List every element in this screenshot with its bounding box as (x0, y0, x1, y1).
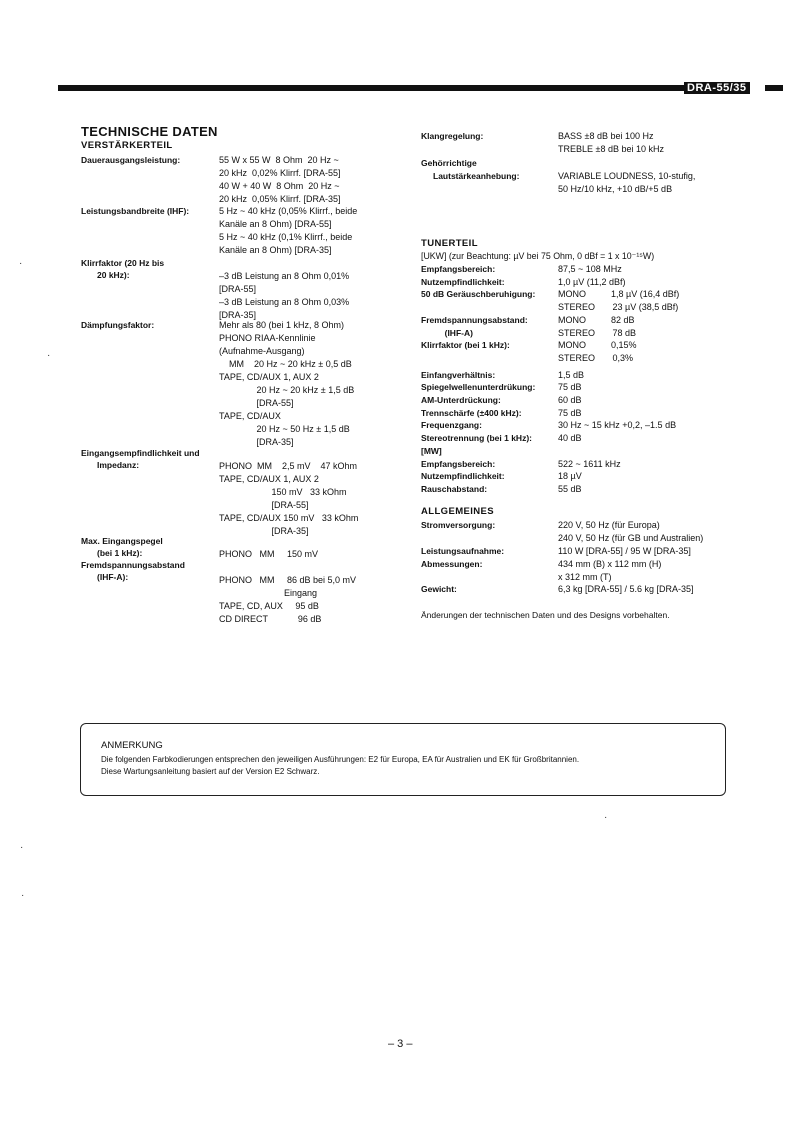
model-title: DRA-55/35 (684, 82, 750, 94)
spec-label: Leistungsbandbreite (IHF): (81, 206, 190, 216)
spec-value-line: PHONO MM 86 dB bei 5,0 mV (219, 575, 357, 585)
anmerkung-line-2: Diese Wartungsanleitung basiert auf der Version E2 Schwarz. (101, 767, 320, 776)
tuner-value: MONO 1,8 µV (16,4 dBf) (558, 289, 680, 300)
klangregelung-line-2: TREBLE ±8 dB bei 10 kHz (558, 144, 664, 154)
spec-label-cont: (IHF-A): (97, 572, 129, 582)
tuner-value: 18 µV (558, 471, 582, 482)
anmerkung-text (101, 754, 579, 778)
spec-value-line: 5 Hz ~ 40 kHz (0,1% Klirrf., beide (219, 232, 353, 242)
general-value: 6,3 kg [DRA-55] / 5.6 kg [DRA-35] (558, 584, 694, 594)
klangregelung-label: Klangregelung: (421, 131, 484, 141)
lautstaerke-label: Lautstärkeanhebung: (433, 171, 520, 181)
spec-label-cont: 20 kHz): (97, 270, 130, 280)
margin-speck: · (21, 890, 25, 901)
spec-label: Klirrfaktor (20 Hz bis (81, 258, 165, 268)
margin-speck: · (19, 258, 23, 269)
tuner-label: AM-Unterdrückung: (421, 395, 501, 405)
tuner-label: Empfangsbereich: (421, 264, 496, 274)
spec-label: Dämpfungsfaktor: (81, 320, 155, 330)
tuner-value: 87,5 ~ 108 MHz (558, 264, 622, 274)
spec-value-line: TAPE, CD/AUX 150 mV 33 kOhm (219, 513, 359, 523)
spec-value-line: [DRA-55] (219, 500, 309, 510)
anmerkung-title: ANMERKUNG (101, 740, 163, 751)
page-title: TECHNISCHE DATEN (81, 124, 218, 139)
tuner-value: 30 Hz ~ 15 kHz +0,2, –1.5 dB (558, 420, 677, 431)
spec-value-line: Eingang (219, 588, 318, 598)
spec-value-line: Mehr als 80 (bei 1 kHz, 8 Ohm) (219, 320, 345, 330)
spec-label: Fremdspannungsabstand (81, 560, 185, 570)
tuner-value: MONO 82 dB (558, 314, 635, 325)
tuner-label: Rauschabstand: (421, 483, 488, 494)
anmerkung-line-1: Die folgenden Farbkodierungen entsprechen den jeweiligen Ausführungen: E2 für Europa, EA für Australien und EK für Großbritannien. (101, 755, 580, 764)
general-value: 240 V, 50 Hz (für GB und Australien) (558, 532, 704, 543)
tuner-label: Frequenzgang: (421, 420, 482, 431)
margin-speck: · (47, 350, 51, 361)
spec-value-line: Kanäle an 8 Ohm) [DRA-35] (219, 245, 332, 255)
spec-value-line: [DRA-35] (219, 437, 294, 447)
spec-value-line: PHONO MM 2,5 mV 47 kOhm (219, 461, 358, 471)
spec-value-line: (Aufnahme-Ausgang) (219, 346, 305, 356)
spec-value-line: TAPE, CD/AUX 1, AUX 2 (219, 372, 319, 382)
tuner-label: Nutzempfindlichkeit: (421, 471, 505, 482)
spec-value-line: 20 Hz ~ 20 kHz ± 1,5 dB (219, 385, 355, 395)
tuner-value: 1,0 µV (11,2 dBf) (558, 276, 626, 287)
tuner-label: Fremdspannungsabstand: (421, 314, 528, 325)
general-value: 110 W [DRA-55] / 95 W [DRA-35] (558, 546, 691, 556)
anmerkung-box (80, 723, 726, 796)
footer-note: Änderungen der technischen Daten und des Designs vorbehalten. (421, 610, 670, 620)
page-number: – 3 – (388, 1038, 413, 1050)
spec-value-line: –3 dB Leistung an 8 Ohm 0,03% (219, 297, 350, 307)
spec-value-line: [DRA-55] (219, 398, 294, 408)
spec-value-line: 150 mV 33 kOhm (219, 487, 347, 497)
spec-value-line: 55 W x 55 W 8 Ohm 20 Hz ~ (219, 155, 339, 165)
spec-value-line: 20 kHz 0,02% Klirrf. [DRA-55] (219, 168, 341, 178)
spec-value-line: [DRA-55] (219, 284, 257, 294)
spec-value-line: 20 Hz ~ 50 Hz ± 1,5 dB (219, 424, 350, 434)
tuner-value: 1,5 dB (558, 369, 585, 380)
spec-value-line: TAPE, CD, AUX 95 dB (219, 601, 319, 611)
tuner-label: [MW] (421, 445, 442, 456)
tuner-label: Stereotrennung (bei 1 kHz): (421, 433, 532, 444)
spec-label: Dauerausgangsleistung: (81, 155, 181, 165)
margin-speck: · (604, 812, 608, 823)
tuner-label: Einfangverhältnis: (421, 369, 496, 380)
spec-value-line: PHONO RIAA-Kennlinie (219, 333, 316, 343)
gehoer-line-1: VARIABLE LOUDNESS, 10-stufig, (558, 171, 696, 181)
tuner-value: STEREO 0,3% (558, 352, 634, 363)
spec-value-line: 40 W + 40 W 8 Ohm 20 Hz ~ (219, 181, 340, 191)
tuner-value: STEREO 78 dB (558, 327, 637, 338)
gehoer-line-2: 50 Hz/10 kHz, +10 dB/+5 dB (558, 184, 673, 194)
spec-value-line: 5 Hz ~ 40 kHz (0,05% Klirrf., beide (219, 206, 358, 216)
header-rule (58, 85, 686, 91)
general-value: 434 mm (B) x 112 mm (H) (558, 559, 662, 569)
spec-value-line: TAPE, CD/AUX 1, AUX 2 (219, 474, 319, 484)
general-label: Stromversorgung: (421, 520, 496, 530)
tuner-value: STEREO 23 µV (38,5 dBf) (558, 302, 679, 313)
section-verstaerkerteil: VERSTÄRKERTEIL (81, 140, 173, 151)
general-value: 220 V, 50 Hz (für Europa) (558, 520, 660, 530)
spec-value-line: TAPE, CD/AUX (219, 411, 281, 421)
tuner-value: 75 dB (558, 407, 582, 418)
spec-value-line: MM 20 Hz ~ 20 kHz ± 0,5 dB (219, 359, 352, 369)
spec-value-line: Kanäle an 8 Ohm) [DRA-55] (219, 219, 332, 229)
ukw-line: [UKW] (zur Beachtung: µV bei 75 Ohm, 0 dBf = 1 x 10⁻¹⁵W) (421, 251, 655, 261)
tuner-label: Nutzempfindlichkeit: (421, 276, 505, 287)
tuner-value: 522 ~ 1611 kHz (558, 458, 621, 469)
tuner-value: MONO 0,15% (558, 340, 637, 351)
spec-value-line: [DRA-35] (219, 310, 257, 320)
tuner-label: Spiegelwellenunterdrükung: (421, 382, 536, 393)
tuner-label: (IHF-A) (421, 327, 473, 338)
spec-label: Eingangsempfindlichkeit und (81, 448, 200, 458)
section-tunerteil: TUNERTEIL (421, 238, 478, 249)
tuner-label: Klirrfaktor (bei 1 kHz): (421, 340, 510, 351)
spec-label-cont: (bei 1 kHz): (97, 548, 143, 558)
spec-value-line: –3 dB Leistung an 8 Ohm 0,01% (219, 271, 350, 281)
tuner-value: 40 dB (558, 433, 582, 444)
tuner-label: 50 dB Geräuschberuhigung: (421, 289, 536, 300)
spec-value-line: CD DIRECT 96 dB (219, 614, 322, 624)
spec-value-line: 20 kHz 0,05% Klirrf. [DRA-35] (219, 194, 341, 204)
tuner-label: Trennschärfe (±400 kHz): (421, 407, 522, 418)
tuner-value: 55 dB (558, 483, 582, 494)
spec-label-cont: Impedanz: (97, 460, 140, 470)
general-label: Abmessungen: (421, 559, 483, 569)
general-label: Gewicht: (421, 584, 457, 594)
tuner-value: 75 dB (558, 382, 582, 393)
spec-value-line: [DRA-35] (219, 526, 309, 536)
klangregelung-line-1: BASS ±8 dB bei 100 Hz (558, 131, 654, 141)
general-value: x 312 mm (T) (558, 571, 612, 582)
tuner-label: Empfangsbereich: (421, 458, 496, 469)
header-rule-end (765, 85, 783, 91)
section-allgemeines: ALLGEMEINES (421, 506, 495, 517)
spec-value-line: PHONO MM 150 mV (219, 549, 319, 559)
gehoerrichtige-label: Gehörrichtige (421, 158, 477, 168)
general-label: Leistungsaufnahme: (421, 546, 505, 556)
tuner-value: 60 dB (558, 395, 582, 405)
spec-label: Max. Eingangspegel (81, 536, 163, 546)
margin-speck: · (20, 842, 24, 853)
